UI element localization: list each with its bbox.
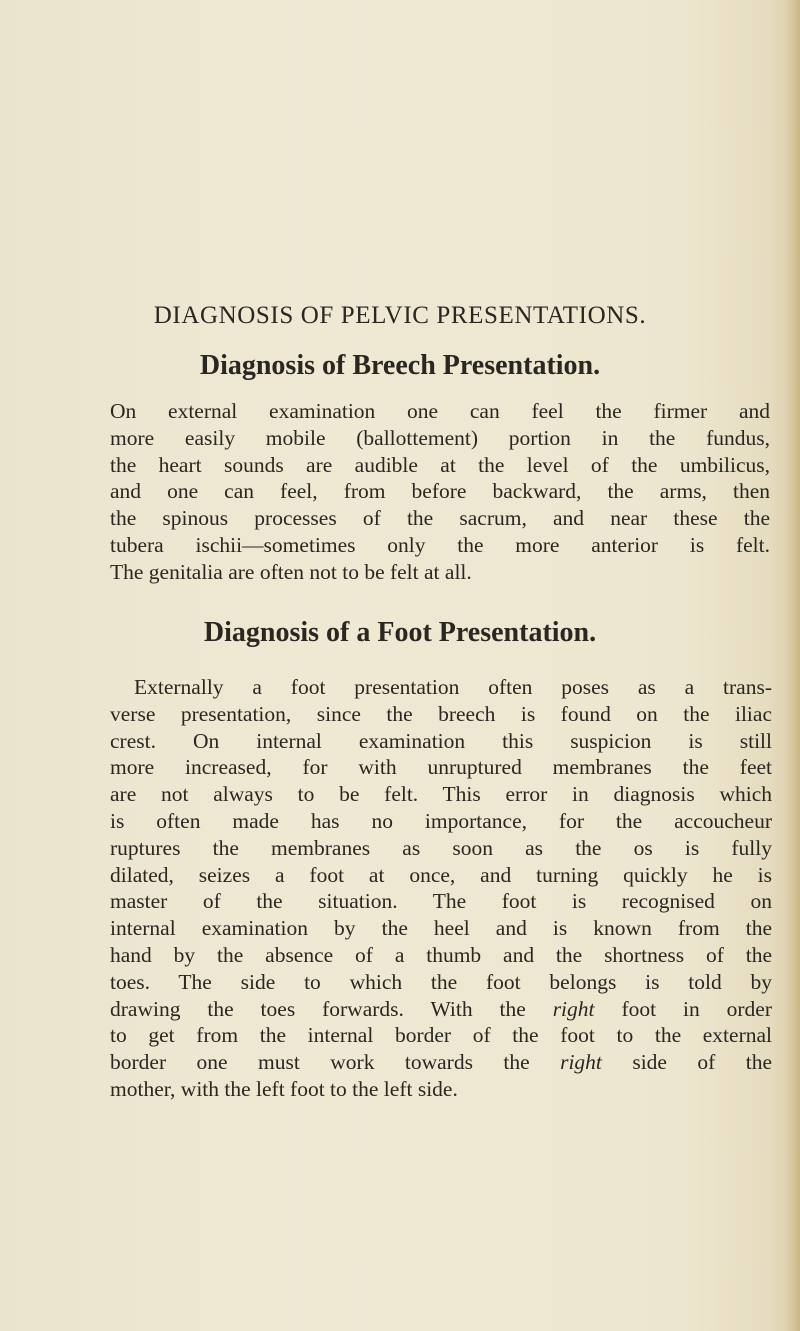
text-line — [110, 1022, 772, 1049]
text-line — [110, 915, 772, 942]
text-segment: side of the — [601, 1050, 773, 1075]
text-line — [110, 532, 770, 559]
text-segment: tubera ischii—sometimes only the more anterior is felt. — [110, 532, 770, 557]
text-segment: more easily mobile (ballottement) portion in the fundus, — [110, 425, 770, 450]
text-line — [110, 754, 772, 781]
paragraph-breech — [110, 398, 770, 586]
text-line — [110, 862, 772, 889]
text-segment: and one can feel, from before backward, the arms, then — [110, 479, 770, 504]
text-line — [110, 1076, 772, 1103]
text-line — [110, 835, 772, 862]
text-line — [110, 728, 772, 755]
text-line — [110, 996, 772, 1023]
text-line — [110, 1049, 772, 1076]
text-segment: drawing the toes forwards. With the — [110, 996, 553, 1021]
paragraph-foot — [110, 674, 772, 1103]
text-segment: The genitalia are often not to be felt at all. — [110, 559, 472, 584]
text-segment: master of the situation. The foot is recognised on — [110, 889, 772, 914]
text-line — [110, 559, 770, 586]
text-segment: Externally a foot presentation often poses as a trans- — [134, 675, 772, 699]
text-segment: more increased, for with unruptured membranes the feet — [110, 755, 772, 780]
text-segment: hand by the absence of a thumb and the shortness of the — [110, 942, 772, 967]
text-segment: are not always to be felt. This error in diagnosis which — [110, 782, 772, 807]
text-segment: mother, with the left foot to the left side. — [110, 1076, 458, 1101]
text-line — [110, 398, 770, 425]
text-segment: toes. The side to which the foot belongs is told by — [110, 969, 772, 994]
text-segment: the heart sounds are audible at the level of the umbilicus, — [110, 452, 770, 477]
text-segment: crest. On internal examination this suspicion is still — [110, 728, 772, 753]
text-line — [110, 969, 772, 996]
text-line — [110, 505, 770, 532]
section-title-breech: Diagnosis of Breech Presentation. — [199, 350, 601, 381]
italic-word: right — [560, 1050, 602, 1075]
text-segment: On external examination one can feel the firmer and — [110, 399, 770, 423]
page-edge-shadow — [786, 0, 800, 1331]
text-segment: dilated, seizes a foot at once, and turning quickly he is — [110, 862, 772, 887]
italic-word: right — [552, 996, 595, 1021]
text-segment: foot in order — [594, 996, 772, 1021]
text-line — [110, 781, 772, 808]
text-line — [110, 808, 772, 835]
text-line — [110, 674, 772, 701]
text-segment: border one must work towards the — [110, 1050, 561, 1075]
text-line — [110, 888, 772, 915]
text-segment: the spinous processes of the sacrum, and near these the — [110, 506, 770, 531]
running-head: DIAGNOSIS OF PELVIC PRESENTATIONS. — [153, 302, 647, 329]
text-segment: is often made has no importance, for the accoucheur — [110, 808, 772, 833]
text-line — [110, 478, 770, 505]
text-line — [110, 452, 770, 479]
text-segment: internal examination by the heel and is known from the — [110, 916, 772, 941]
text-segment: ruptures the membranes as soon as the os is fully — [110, 835, 772, 860]
text-segment: verse presentation, since the breech is found on the iliac — [110, 701, 772, 726]
text-line — [110, 701, 772, 728]
text-line — [110, 425, 770, 452]
section-title-foot: Diagnosis of a Foot Presentation. — [203, 617, 597, 648]
text-line — [110, 942, 772, 969]
text-segment: to get from the internal border of the foot to the external — [110, 1023, 772, 1048]
